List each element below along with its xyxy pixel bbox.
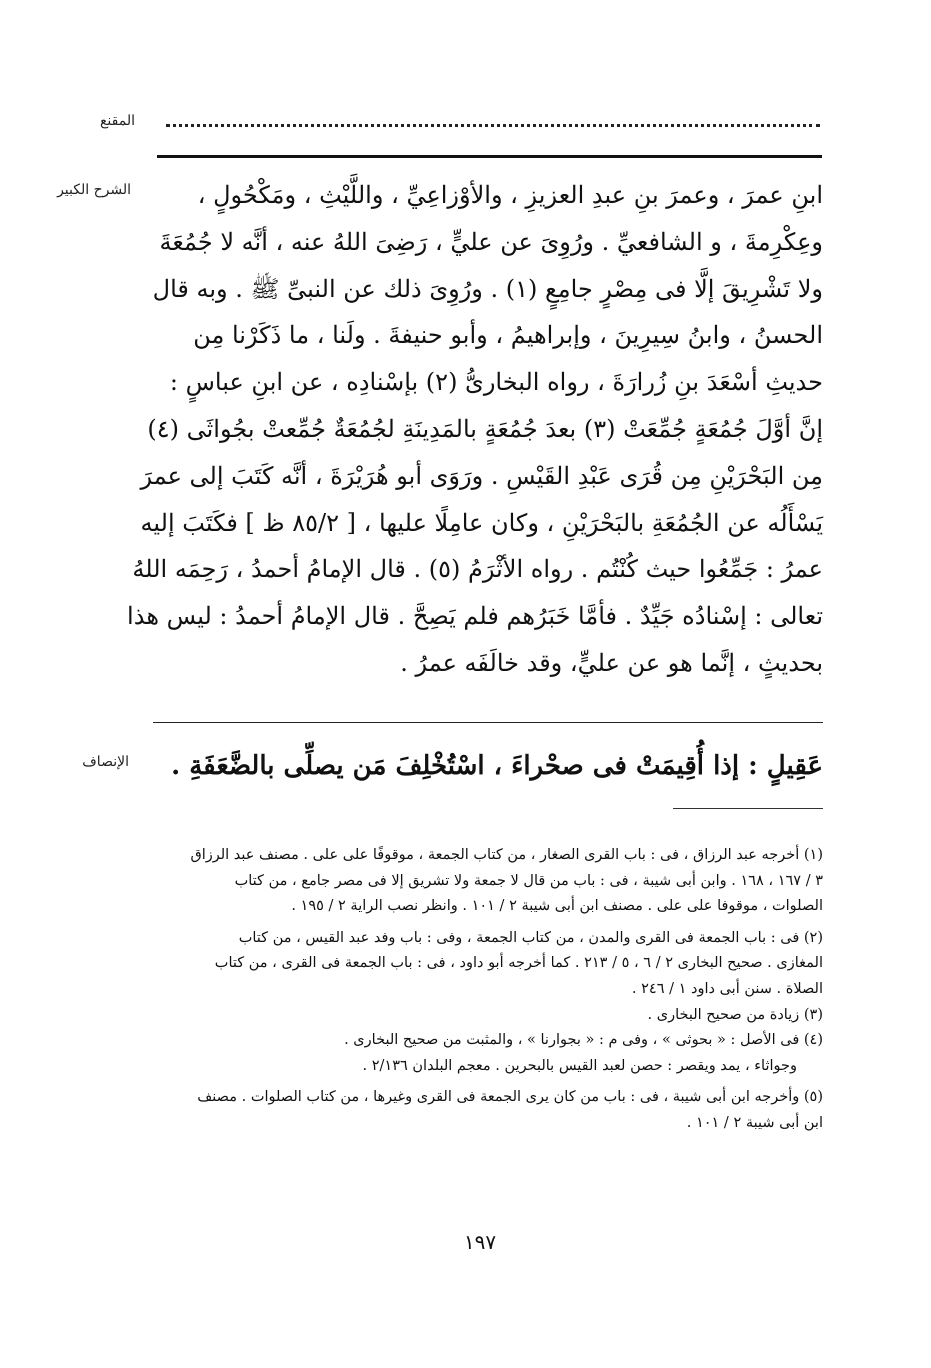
- footnote-line: (٥) وأخرجه ابن أبى شيبة ، فى : باب من كان يرى الجمعة فى القرى وغيرها ، من كتاب الصلوات . مصنف: [197, 1089, 823, 1106]
- sharh-line: يَسْأَلُه عن الجُمُعَةِ بالبَحْرَيْنِ ، وكان عامِلًا عليها ، [ ٨٥/٢ ظ ] فكَتَبَ إليه: [140, 508, 823, 537]
- footnote-line: (٢) فى : باب الجمعة فى القرى والمدن ، من كتاب الجمعة ، وفى : باب وفد عبد القيس ، من كتاب: [238, 929, 823, 946]
- sharh-line: إنَّ أوَّلَ جُمُعَةٍ جُمِّعَتْ (٣) بعدَ جُمُعَةٍ بالمَدِينَةِ لجُمُعَةٌ جُمِّعتْ بجُواثَى (٤): [147, 414, 823, 443]
- sharh-line: الحسنُ ، وابنُ سِيرِينَ ، وإبراهيمُ ، وأبو حنيفةَ . ولَنا ، ما ذَكَرْنا مِن: [193, 321, 823, 350]
- page-number: ١٩٧: [463, 1230, 497, 1254]
- sharh-line: مِن البَحْرَيْنِ مِن قُرَى عَبْدِ القَيْسِ . ورَوَى أبو هُرَيْرَةَ ، أنَّه كَتَبَ إلى عمرَ: [140, 461, 823, 490]
- insaf-body-text: عَقِيلٍ : إذا أُقِيمَتْ فى صحْراءَ ، اسْتُخْلِفَ مَن يصلِّى بالضَّعَفَةِ .: [171, 751, 823, 781]
- footnote-line: الصلاة . سنن أبى داود ١ / ٢٤٦ .: [631, 980, 823, 997]
- margin-label-insaf: الإنصاف: [82, 754, 129, 770]
- footnote-4: [148, 1028, 823, 1079]
- sharh-line: وعِكْرِمةَ ، و الشافعيِّ . ورُوِىَ عن عليٍّ ، رَضِىَ اللهُ عنه ، أنَّه لا جُمُعَةَ: [159, 227, 823, 256]
- sharh-line: عمرُ : جَمِّعُوا حيث كُنْتُم . رواه الأثْرَمُ (٥) . قال الإمامُ أحمدُ ، رَحِمَه اللهُ: [132, 555, 823, 584]
- sharh-line: بحديثٍ ، إنَّما هو عن عليٍّ، وقد خالَفَه عمرُ .: [400, 648, 823, 677]
- footnote-2: [148, 926, 823, 1003]
- footnote-line: ابن أبى شيبة ٢ / ١٠١ .: [686, 1114, 823, 1131]
- footnote-rule: [673, 808, 823, 809]
- sharh-line: ولا تَشْرِيقَ إلَّا فى مِصْرٍ جامِعٍ (١) . ورُوِىَ ذلك عن النبىِّ ﷺ . وبه قال: [152, 274, 823, 303]
- sharh-line: تعالى : إسْنادُه جَيِّدٌ . فأمَّا خَبَرُهم فلم يَصِحَّ . قال الإمامُ أحمدُ : ليس هذا: [127, 602, 823, 631]
- footnotes: [148, 843, 823, 1137]
- margin-label-muqni: المقنع: [99, 113, 135, 129]
- footnote-line: المغازى . صحيح البخارى ٢ / ٦ ، ٥ / ٢١٣ . كما أخرجه أبو داود ، فى : باب الجمعة فى القرى ، من كتاب: [214, 955, 823, 972]
- sharh-line: حديثِ أسْعَدَ بنِ زُرارَةَ ، رواه البخارىُّ (٢) بإسْنادِه ، عن ابنِ عباسٍ :: [169, 368, 823, 397]
- footnote-line: (٣) زيادة من صحيح البخارى .: [647, 1006, 823, 1023]
- top-rule: [157, 155, 822, 158]
- footnote-3: [148, 1003, 823, 1029]
- footnote-line: ٣ / ١٦٧ ، ١٦٨ . وابن أبى شيبة ، فى : باب من قال لا جمعة ولا تشريق إلا فى مصر جامع ، من كتاب: [234, 872, 823, 889]
- sharh-line: ابنِ عمرَ ، وعمرَ بنِ عبدِ العزيزِ ، والأوْزاعِيِّ ، واللَّيْثِ ، ومَكْحُولٍ ،: [197, 181, 823, 209]
- section-divider: [153, 722, 823, 723]
- footnote-line: وجواثاء ، يمد ويقصر : حصن لعبد القيس بالبحرين . معجم البلدان ٢/١٣٦ .: [362, 1057, 797, 1074]
- dotted-leader: [166, 124, 820, 127]
- footnote-line: (١) أخرجه عبد الرزاق ، فى : باب القرى الصغار ، من كتاب الجمعة ، موقوفًا على على . مصنف عبد الرزاق: [190, 847, 823, 863]
- margin-label-sharh-kabir: الشرح الكبير: [57, 182, 131, 198]
- footnote-line: الصلوات ، موقوفا على على . مصنف ابن أبى شيبة ٢ / ١٠١ . وانظر نصب الراية ٢ / ١٩٥ .: [291, 898, 823, 915]
- footnote-line: (٤) فى الأصل : « بحوثى » ، وفى م : « بجوارنا » ، والمثبت من صحيح البخارى .: [344, 1032, 823, 1049]
- footnote-5: [148, 1085, 823, 1136]
- footnote-1: [148, 843, 823, 920]
- sharh-body-text: [127, 172, 823, 687]
